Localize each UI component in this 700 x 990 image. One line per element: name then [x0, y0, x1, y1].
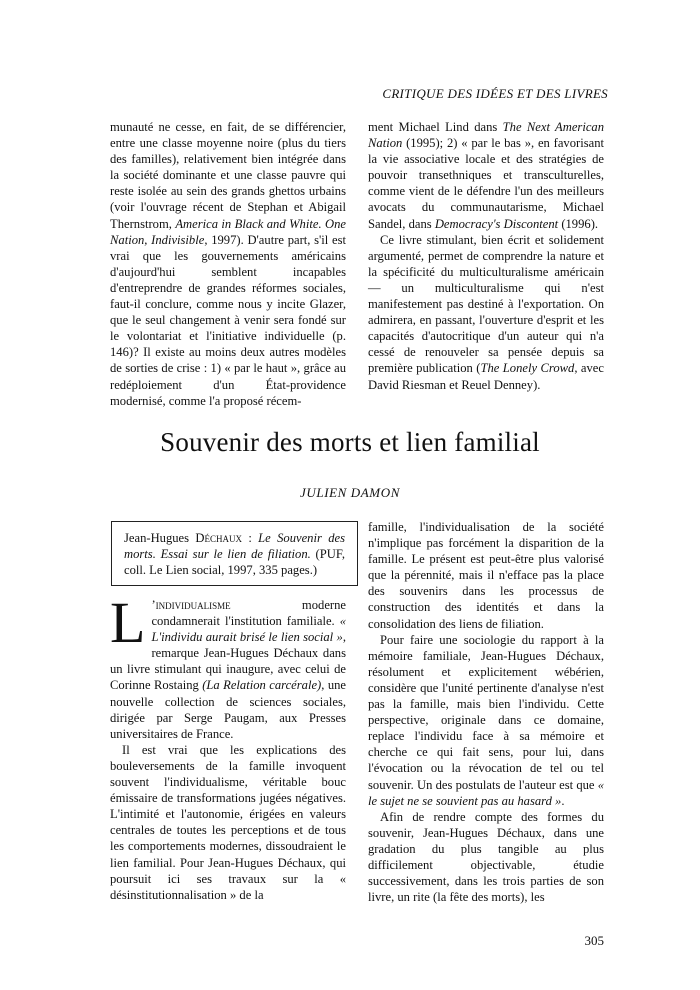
text-run: , avec David Riesman et Reuel Denney). [368, 361, 604, 392]
book-title: Democracy's Discontent [434, 216, 559, 231]
text-run: Pour faire une sociologie du rapport à la mémoire familiale, Jean-Hugues Déchaux, résolument et explicitement wébérien, considère que l'unité pertinente d'analyse n'est pas la famille, mais bien l'individu. Cette perspective, originale dans ce domaine, replace l'individu face à sa mémoire et cherche ce qui fait sens, pour lui, dans l'évocation ou la révocation de tel ou tel souvenir. Un des postulats de l'auteur est que [368, 632, 604, 792]
bottom-right-column [368, 519, 604, 905]
paragraph: Il est vrai que les explications des bouleversements de la famille invoquent souvent l'individualisme, véritable bouc émissaire de transformations jugées négatives. L'intimité et l'autonomie, érigées en valeurs centrales de toutes les perceptions et de tous les comportements modernes, dissoudraient le lien familial. Pour Jean-Hugues Déchaux, qui poursuit ici ses travaux sur la « désinstitutionnalisation » de la [110, 742, 346, 902]
running-head: CRITIQUE DES IDÉES ET DES LIVRES [382, 86, 608, 101]
book-title: America in Black and White. One Nation, Indivisible [110, 216, 347, 247]
quote: « L'individu aurait brisé le lien social » [151, 614, 346, 645]
text-run: ment Michael Lind dans [368, 120, 503, 134]
text-run: Ce livre stimulant, bien écrit et solidement argumenté, permet de comprendre la nature et la spécificité du multiculturalisme américain — un multiculturalisme qui n'est manifestement pas destiné à l'exportation. On admirera, en passant, l'ouverture d'esprit et les capacités d'autocritique d'un auteur qui n'a cessé de renouveler sa pensée depuis sa première publication ( [368, 232, 604, 376]
paragraph [368, 119, 604, 232]
book-title: (La Relation carcérale) [202, 678, 322, 693]
reference-author-last: Déchaux [195, 531, 242, 545]
quote: « le sujet ne se souvient pas au hasard » [368, 777, 604, 808]
text-run: munauté ne cesse, en fait, de se différencier, entre une classe moyenne noire (plus du tiers des familles), relativement bien intégrée dans la société dominante et une classe pauvre qui reste isolée au sein des grands ghettos urbains (voir l'ouvrage récent de Stephan et Abigail Thernstrom, [110, 120, 346, 231]
article-author: JULIEN DAMON [300, 485, 400, 500]
drop-cap: L [110, 590, 146, 655]
text-run: : [241, 531, 259, 545]
text-run: . [561, 793, 565, 808]
reference-details: (PUF, coll. Le Lien social, 1997, 335 pages.) [124, 547, 345, 577]
text-run: moderne condamnerait l'institution familiale. [151, 598, 346, 629]
paragraph [110, 590, 346, 742]
reference-author-first: Jean-Hugues [124, 531, 196, 545]
top-left-column [110, 119, 346, 409]
paragraph [110, 119, 346, 409]
top-right-column [368, 119, 604, 393]
bottom-left-column [110, 590, 346, 903]
book-title: The Next American Nation [368, 120, 604, 151]
paragraph: Afin de rendre compte des formes du souvenir, Jean-Hugues Déchaux, dans une gradation du plus tangible au plus difficilement objectivable, étudie successivement, dans les trois parties de son livre, un rite (la fête des morts), les [368, 809, 604, 905]
article-title: Souvenir des morts et lien familial [160, 427, 540, 457]
text-run: ’individualisme [151, 598, 231, 612]
text-run: , remarque Jean-Hugues Déchaux dans un livre stimulant qui inaugure, avec celui de Corinne Rostaing [110, 630, 346, 693]
page-number: 305 [584, 933, 604, 948]
paragraph [368, 632, 604, 809]
text-run: (1995); 2) « par le bas », en favorisant la vie associative locale et des stratégies de pouvoir transethniques et transculturelles, comme vient de le défendre l'un des meilleurs avocats du communautarisme, Michael Sandel, dans [368, 136, 604, 231]
reference-book-title: Le Souvenir des morts. Essai sur le lien de filiation. [124, 531, 345, 561]
text-run: (1996). [558, 216, 599, 231]
paragraph: famille, l'individualisation de la société n'implique pas forcément la disparition de la famille. Le présent est peut-être plus valorisé que la pérennité, mais il n'efface pas la place des souvenirs dans les processus de construction des identités et dans la consolidation des liens de filiation. [368, 520, 604, 631]
text-run: , 1997). D'autre part, s'il est vrai que les gouvernements américains d'aujourd'hui semblent incapables d'entreprendre de grandes réformes sociales, faut-il conclure, comme nous y incite Glazer, que le seul changement à venir sera fondé sur le volontariat et l'initiative individuelle (p. 146)? Il existe au moins deux autres modèles de sorties de crise : 1) « par le haut », grâce au redéploiement d'un État-providence modernisé, comme l'a proposé récem- [110, 232, 347, 408]
reference-box [111, 521, 358, 586]
book-title: The Lonely Crowd [480, 361, 575, 376]
paragraph [368, 232, 604, 393]
text-run: , une nouvelle collection de sciences sociales, dirigée par Serge Paugam, aux Presses universitaires de France. [110, 678, 346, 741]
